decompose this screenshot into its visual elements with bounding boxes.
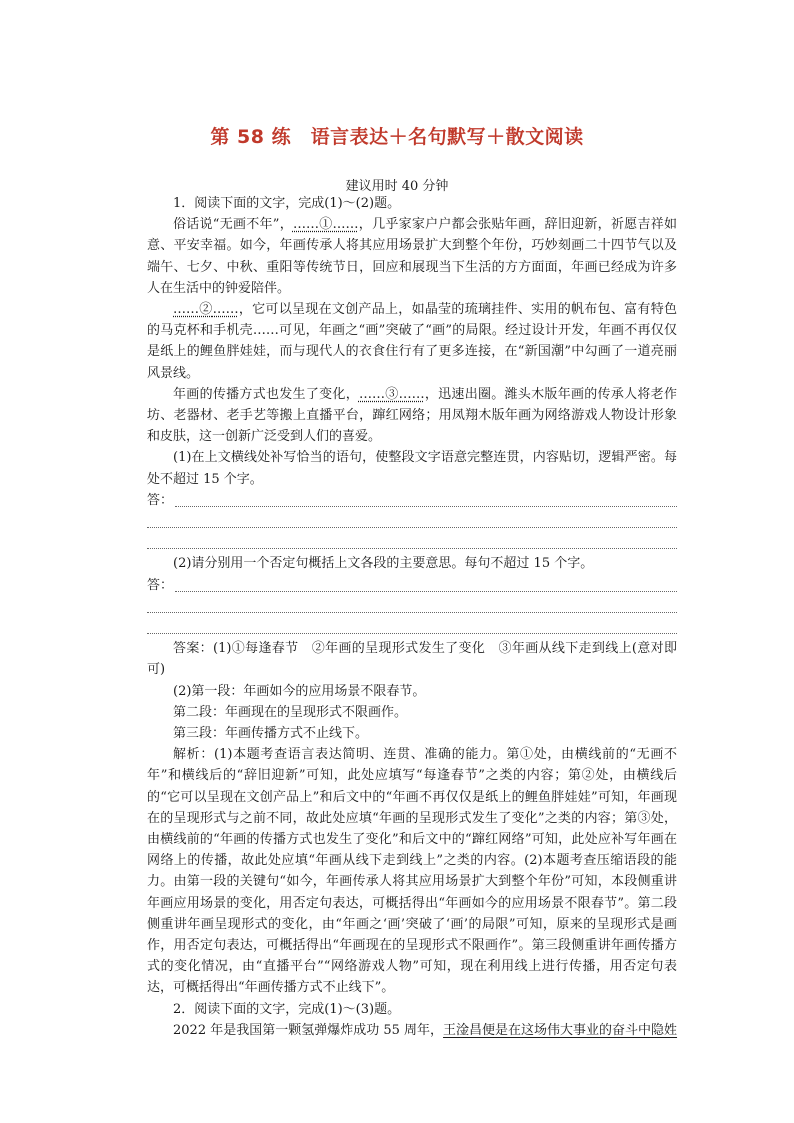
answer-line[interactable] — [147, 532, 677, 553]
blank-2: ……②…… — [173, 302, 239, 318]
answer-line[interactable] — [147, 617, 677, 638]
answer-line[interactable] — [147, 596, 677, 617]
analysis: 解析：(1)本题考查语言表达简明、连贯、准确的能力。第①处，由横线前的“无画不年”和横线后的“辞旧迎新”可知，此处应填写“每逢春节”之类的内容；第②处，由横线后的“它可以呈现在文创产品上”和后文中的“年画不再仅仅是纸上的鲤鱼胖娃娃”可知，年画现在的呈现形式与之前不同，故此处应填“年画的呈现形式发生了变化”之类的内容；第③处，由横线前的“年画的传播方式也发生了变化”和后文中的“蹿红网络”可知，此处应补写年画在网络上的传播，故此处应填“年画从线下走到线上”之类的内容。(2)本题考查压缩语段的能力。由第一段的关键句“如今，年画传承人将其应用场景扩大到整个年份”可知，本段侧重讲年画应用场景的变化，用否定句表达，可概括得出“年画如今的应用场景不限春节”。第二段侧重讲年画呈现形式的变化，由“年画之‘画’突破了‘画’的局限”可知，原来的呈现形式是画作，用否定句表达，可概括得出“年画现在的呈现形式不限画作”。第三段侧重讲年画传播方式的变化情况，由“直播平台”“网络游戏人物”可知，现在利用线上进行传播，用否定句表达，可概括得出“年画传播方式不止线下”。 — [147, 747, 677, 996]
sub-question-2: (2)请分别用一个否定句概括上文各段的主要意思。每句不超过 15 个字。 — [173, 556, 594, 572]
answer-line[interactable] — [147, 511, 677, 532]
answer-line[interactable]: 答： — [147, 575, 677, 596]
answer-2-para-3: 第三段：年画传播方式不止线下。 — [173, 725, 369, 741]
page-title: 第 58 练 语言表达＋名句默写＋散文阅读 — [210, 126, 584, 148]
blank-1: ……①…… — [292, 217, 359, 233]
answer-2-para-1: (2)第一段：年画如今的应用场景不限春节。 — [173, 683, 426, 699]
blank-3: ……③…… — [358, 386, 425, 402]
answer-2-para-2: 第二段：年画现在的呈现形式不限画作。 — [173, 704, 408, 720]
suggested-time: 建议用时 40 分钟 — [345, 179, 449, 194]
passage-paragraph-2: ……②……，它可以呈现在文创产品上，如晶莹的琉璃挂件、实用的帆布包、富有特色的马克杯和手机壳……可见，年画之“画”突破了“画”的局限。经过设计开发，年画不再仅仅是纸上的鲤鱼胖娃娃，而与现代人的衣食住行有了更多连接，在“新国潮”中勾画了一道亮丽风景线。 — [147, 302, 677, 381]
question-2-passage: 2022 年是我国第一颗氢弹爆炸成功 55 周年，王淦昌便是在这场伟大事业的奋斗中隐姓 — [173, 1022, 678, 1038]
question-2-stem: 2．阅读下面的文字，完成(1)～(3)题。 — [173, 1001, 401, 1017]
answer-line[interactable]: 答： — [147, 490, 677, 511]
question-1-stem: 1．阅读下面的文字，完成(1)～(2)题。 — [173, 196, 401, 211]
passage-paragraph-1: 俗话说“无画不年”，……①……，几乎家家户户都会张贴年画，辞旧迎新，祈愿吉祥如意、平安幸福。如今，年画传承人将其应用场景扩大到整个年份，巧妙刻画二十四节气以及端午、七夕、中秋、重阳等传统节日，回应和展现当下生活的方方面面，年画已经成为许多人在生活中的钟爱陪伴。 — [147, 217, 677, 296]
answer-1: 答案：(1)①每逢春节 ②年画的呈现形式发生了变化 ③年画从线下走到线上(意对即可) — [147, 641, 677, 678]
passage-paragraph-3: 年画的传播方式也发生了变化，……③……，迅速出圈。潍头木版年画的传承人将老作坊、老器材、老手艺等搬上直播平台，蹿红网络；用凤翔木版年画为网络游戏人物设计形象和皮肤，这一创新广泛受到人们的喜爱。 — [147, 386, 677, 445]
document-body — [147, 193, 677, 1041]
sub-question-1: (1)在上文横线处补写恰当的语句，使整段文字语意完整连贯，内容贴切，逻辑严密。每处不超过 15 个字。 — [147, 450, 677, 487]
